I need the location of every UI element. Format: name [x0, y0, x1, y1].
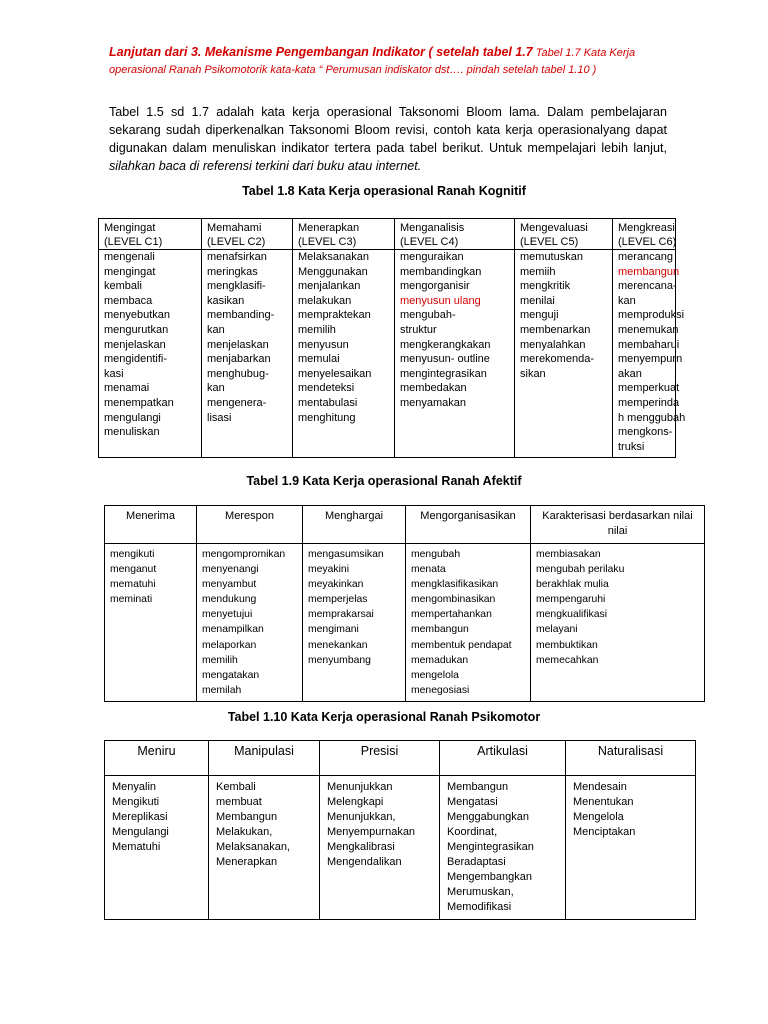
- kognitif-cell-c4: [395, 250, 515, 458]
- verb-item: menafsirkan: [207, 251, 267, 263]
- intro-italic: silahkan baca di referensi terkini dari buku atau internet.: [109, 159, 422, 173]
- verb-item: mengimani: [308, 624, 359, 636]
- verb-item: mempengaruhi: [536, 594, 606, 606]
- verb-item: Menentukan: [573, 796, 634, 808]
- afektif-header-menghargai: Menghargai: [303, 506, 406, 544]
- verb-item: memperkuat: [618, 382, 680, 395]
- verb-item: kan: [618, 294, 636, 307]
- verb-item: meyakinkan: [308, 579, 364, 591]
- verb-item: Mengelola: [573, 811, 624, 823]
- verb-item: mengompromikan: [202, 549, 286, 560]
- verb-item: menampilkan: [202, 624, 264, 636]
- verb-item: mempraktekan: [298, 309, 371, 322]
- verb-item: mematuhi: [110, 579, 156, 591]
- verb-item: melaporkan: [202, 639, 257, 651]
- verb-item: mendukung: [202, 594, 257, 606]
- psikomotor-header-presisi: Presisi: [320, 741, 440, 776]
- table-kognitif-header-row: [99, 219, 676, 250]
- kognitif-cell-c3: [293, 250, 395, 458]
- intro-paragraph: [109, 103, 667, 175]
- verb-item: h menggubah: [618, 411, 686, 424]
- verb-item: struktur: [400, 323, 437, 336]
- kognitif-header-c2: Memahami (LEVEL C2): [202, 219, 293, 250]
- verb-item: menjelaskan: [104, 338, 166, 351]
- psikomotor-cell-presisi: [320, 776, 440, 920]
- verb-item: melayani: [536, 624, 578, 636]
- verb-item: Menyempurnakan: [327, 826, 416, 838]
- verb-item: Mengatasi: [447, 796, 498, 808]
- kognitif-cell-c2: [202, 250, 293, 458]
- table-psikomotor-header-row: [105, 741, 696, 776]
- verb-item: menyusun: [298, 338, 349, 351]
- verb-item: memperinda: [618, 396, 680, 409]
- verb-item: Menyalin: [112, 781, 157, 793]
- verb-item: memulai: [298, 353, 340, 366]
- table-afektif-header-row: [105, 506, 705, 544]
- kognitif-header-c3: Menerapkan (LEVEL C3): [293, 219, 395, 250]
- verb-item: Mereplikasi: [112, 811, 168, 823]
- verb-item: menemukan: [618, 323, 679, 336]
- verb-item: Membangun: [447, 781, 509, 793]
- verb-item: memproduksi: [618, 309, 685, 322]
- kognitif-header-c1: Mengingat (LEVEL C1): [99, 219, 202, 250]
- verb-item: Mengulangi: [112, 826, 169, 838]
- verb-item: menganut: [110, 564, 157, 576]
- table-psikomotor-body-row: [105, 776, 696, 920]
- verb-item: Beradaptasi: [447, 856, 506, 868]
- verb-item: mengatakan: [202, 669, 260, 681]
- verb-item: mengasumsikan: [308, 549, 384, 560]
- verb-item: mengintegrasikan: [400, 367, 487, 380]
- verb-item: Menggunakan: [298, 265, 368, 278]
- verb-item: menguji: [520, 309, 559, 322]
- verb-item: menata: [411, 564, 446, 576]
- verb-item: menyambut: [202, 579, 257, 591]
- verb-item: Melakukan,: [216, 826, 273, 838]
- verb-item: membangun: [411, 624, 469, 636]
- verb-item: memecahkan: [536, 654, 599, 666]
- verb-item: memiih: [520, 265, 556, 278]
- verb-item: Melaksanakan: [298, 251, 369, 263]
- verb-item: mengenera-: [207, 396, 267, 409]
- afektif-header-mengorganisasikan: Mengorganisasikan: [406, 506, 531, 544]
- verb-item: menjelaskan: [207, 338, 269, 351]
- caption-afektif: Tabel 1.9 Kata Kerja operasional Ranah Afektif: [246, 474, 522, 488]
- verb-item: meyakini: [308, 564, 349, 576]
- psikomotor-header-manipulasi: Manipulasi: [209, 741, 320, 776]
- verb-item: memilih: [298, 323, 336, 336]
- psikomotor-header-meniru: Meniru: [105, 741, 209, 776]
- verb-item: merekomenda-: [520, 353, 594, 366]
- verb-item: Membangun: [216, 811, 278, 823]
- verb-item: Kembali: [216, 781, 256, 793]
- verb-item: mengklasifikasikan: [411, 579, 499, 591]
- verb-item: menamai: [104, 382, 150, 395]
- verb-item: membedakan: [400, 382, 467, 395]
- verb-item: menyebutkan: [104, 309, 171, 322]
- afektif-header-karakterisasi: Karakterisasi berdasarkan nilai nilai: [531, 506, 705, 544]
- verb-item: Mengendalikan: [327, 856, 402, 868]
- afektif-cell-menerima: [105, 544, 197, 702]
- verb-item: mengubah: [411, 549, 461, 560]
- verb-item: mengombinasikan: [411, 594, 496, 606]
- verb-item: Mendesain: [573, 781, 627, 793]
- verb-item: menyusun ulang: [400, 294, 481, 307]
- verb-item: memprakarsai: [308, 609, 374, 621]
- intro-text: Tabel 1.5 sd 1.7 adalah kata kerja operasional Taksonomi Bloom lama. Dalam pembelajaran sekarang sudah diperkenalkan Taksonomi Bloom revisi, contoh kata kerja operasionalyang dapat digunakan dalam menuliskan indikator tertera pada tabel berikut. Untuk mempelajari lebih lanjut,: [109, 105, 667, 155]
- verb-item: Melengkapi: [327, 796, 384, 808]
- verb-item: menghubug-: [207, 367, 269, 380]
- verb-item: mengubah-: [400, 309, 456, 322]
- verb-item: memadukan: [411, 654, 469, 666]
- verb-item: Merumuskan,: [447, 886, 514, 898]
- verb-item: mengkons-: [618, 426, 673, 439]
- verb-item: merancang: [618, 251, 674, 263]
- verb-item: membuktikan: [536, 639, 598, 651]
- kognitif-cell-c5: [515, 250, 613, 458]
- verb-item: Koordinat,: [447, 826, 498, 838]
- verb-item: menyelesaikan: [298, 367, 372, 380]
- verb-item: menyusun- outline: [400, 353, 490, 366]
- verb-item: memutuskan: [520, 251, 583, 263]
- verb-item: kembali: [104, 280, 142, 293]
- verb-item: sikan: [520, 367, 546, 380]
- psikomotor-header-naturalisasi: Naturalisasi: [566, 741, 696, 776]
- afektif-cell-menghargai: [303, 544, 406, 702]
- table-afektif: [104, 505, 705, 702]
- verb-item: mengelola: [411, 669, 459, 681]
- verb-item: melakukan: [298, 294, 352, 307]
- afektif-header-menerima: Menerima: [105, 506, 197, 544]
- afektif-cell-merespon: [197, 544, 303, 702]
- verb-item: mengkerangkakan: [400, 338, 491, 351]
- verb-item: meminati: [110, 594, 153, 606]
- verb-item: Mengkalibrasi: [327, 841, 395, 853]
- verb-item: membandingkan: [400, 265, 482, 278]
- verb-item: Mematuhi: [112, 841, 161, 853]
- verb-item: berakhlak mulia: [536, 579, 609, 591]
- verb-item: membanding-: [207, 309, 275, 322]
- table-psikomotor: [104, 740, 696, 920]
- psikomotor-cell-artikulasi: [440, 776, 566, 920]
- table-kognitif-body-row: [99, 250, 676, 458]
- verb-item: Mengembangkan: [447, 871, 533, 883]
- verb-item: Mengikuti: [112, 796, 160, 808]
- afektif-cell-mengorganisasikan: [406, 544, 531, 702]
- verb-item: membiasakan: [536, 549, 601, 560]
- caption-kognitif: Tabel 1.8 Kata Kerja operasional Ranah Kognitif: [242, 184, 526, 198]
- continuation-note: [109, 44, 669, 78]
- verb-item: membenarkan: [520, 323, 591, 336]
- kognitif-cell-c6: [613, 250, 686, 458]
- verb-item: mengenali: [104, 251, 155, 263]
- note-lead: Lanjutan dari 3. Mekanisme Pengembangan Indikator ( setelah tabel 1.7: [109, 45, 533, 59]
- kognitif-header-c4: Menganalisis (LEVEL C4): [395, 219, 515, 250]
- verb-item: akan: [618, 367, 642, 380]
- table-afektif-body-row: [105, 544, 705, 702]
- verb-item: membaharui: [618, 338, 680, 351]
- verb-item: Mengintegrasikan: [447, 841, 534, 853]
- verb-item: mengikuti: [110, 549, 155, 560]
- verb-item: menyamakan: [400, 396, 467, 409]
- verb-item: menguraikan: [400, 251, 464, 263]
- psikomotor-cell-naturalisasi: [566, 776, 696, 920]
- verb-item: mengkualifikasi: [536, 609, 608, 621]
- verb-item: memilah: [202, 684, 242, 696]
- verb-item: menekankan: [308, 639, 368, 651]
- verb-item: menjalankan: [298, 280, 361, 293]
- verb-item: kasikan: [207, 294, 245, 307]
- verb-item: Menggabungkan: [447, 811, 529, 823]
- verb-item: kan: [207, 382, 225, 395]
- verb-item: mentabulasi: [298, 396, 358, 409]
- verb-item: memilih: [202, 654, 238, 666]
- verb-item: truksi: [618, 440, 645, 453]
- verb-item: mengidentifi-: [104, 353, 167, 366]
- kognitif-header-c6: Mengkreasi (LEVEL C6): [613, 219, 676, 250]
- afektif-cell-karakterisasi: [531, 544, 705, 702]
- verb-item: mempertahankan: [411, 609, 492, 621]
- verb-item: memperjelas: [308, 594, 368, 606]
- verb-item: menempatkan: [104, 396, 174, 409]
- verb-item: menyetujui: [202, 609, 253, 621]
- verb-item: mengorganisir: [400, 280, 470, 293]
- verb-item: mengubah perilaku: [536, 564, 625, 576]
- verb-item: Menunjukkan: [327, 781, 393, 793]
- caption-psikomotor: Tabel 1.10 Kata Kerja operasional Ranah Psikomotor: [227, 710, 541, 724]
- verb-item: menilai: [520, 294, 555, 307]
- verb-item: menyalahkan: [520, 338, 586, 351]
- verb-item: mengklasifi-: [207, 280, 266, 293]
- psikomotor-cell-manipulasi: [209, 776, 320, 920]
- kognitif-cell-c1: [99, 250, 202, 458]
- verb-item: menjabarkan: [207, 353, 271, 366]
- verb-item: menegosiasi: [411, 684, 470, 696]
- verb-item: kan: [207, 323, 225, 336]
- afektif-header-merespon: Merespon: [197, 506, 303, 544]
- verb-item: kasi: [104, 367, 124, 380]
- verb-item: membentuk pendapat: [411, 639, 512, 651]
- kognitif-header-c5: Mengevaluasi (LEVEL C5): [515, 219, 613, 250]
- verb-item: menuliskan: [104, 426, 160, 439]
- verb-item: menyenangi: [202, 564, 259, 576]
- verb-item: menyempurn: [618, 353, 683, 366]
- verb-item: membangun: [618, 265, 680, 278]
- verb-item: menyumbang: [308, 654, 371, 666]
- psikomotor-cell-meniru: [105, 776, 209, 920]
- verb-item: mengingat: [104, 265, 156, 278]
- verb-item: meringkas: [207, 265, 258, 278]
- verb-item: mengkritik: [520, 280, 571, 293]
- table-kognitif: [98, 218, 686, 458]
- verb-item: mendeteksi: [298, 382, 355, 395]
- verb-item: Melaksanakan,: [216, 841, 290, 853]
- verb-item: mengulangi: [104, 411, 161, 424]
- verb-item: membaca: [104, 294, 153, 307]
- verb-item: Menunjukkan,: [327, 811, 396, 823]
- verb-item: menghitung: [298, 411, 356, 424]
- note-rest: Tabel 1.7 Kata Kerja operasional Ranah Psikomotorik kata-kata “ Perumusan indiskator dst…. pindah setelah tabel 1.10 ): [109, 47, 636, 76]
- verb-item: mengurutkan: [104, 323, 169, 336]
- verb-item: membuat: [216, 796, 262, 808]
- verb-item: Menciptakan: [573, 826, 636, 838]
- verb-item: lisasi: [207, 411, 232, 424]
- verb-item: Menerapkan: [216, 856, 278, 868]
- psikomotor-header-artikulasi: Artikulasi: [440, 741, 566, 776]
- verb-item: merencana-: [618, 280, 677, 293]
- verb-item: Memodifikasi: [447, 901, 512, 913]
